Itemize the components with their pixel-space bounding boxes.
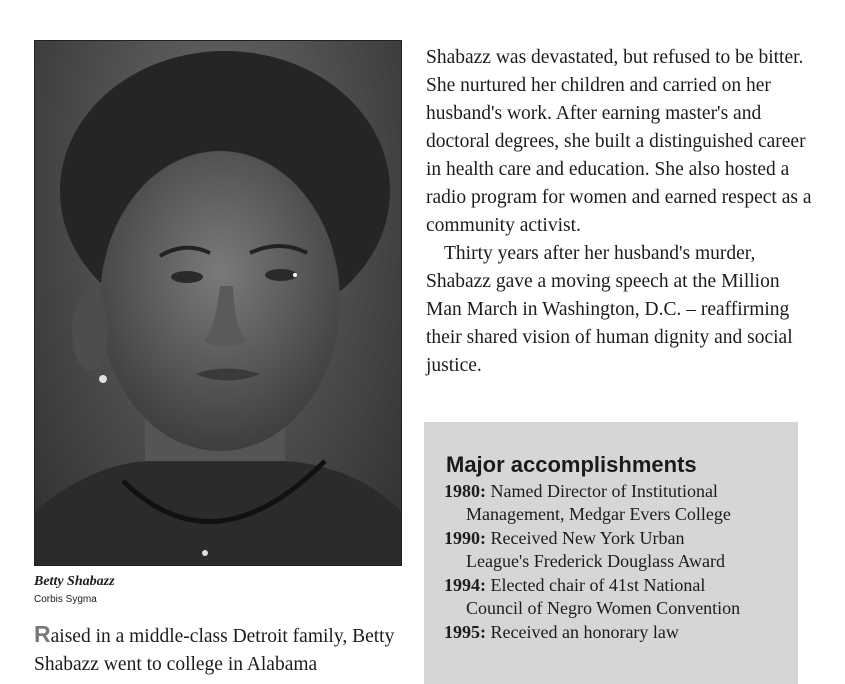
portrait-photo: [34, 40, 402, 566]
left-paragraph: aised in a middle-class Detroit family, Betty Shabazz went to college in Alabama: [34, 626, 395, 675]
photo-caption-name: Betty Shabazz: [34, 574, 115, 589]
accomplishment-text-continued: League's Frederick Douglass Award: [466, 551, 726, 571]
paragraph: Shabazz was devastated, but refused to be bitter. She nurtured her children and carried on her husband's work. After earning master's and doctoral degrees, she built a distinguished career in health care and education. She also hosted a radio program for women and earned respect as a community activist.: [426, 47, 812, 236]
drop-cap: R: [34, 621, 51, 647]
accomplishment-year: 1994:: [444, 575, 486, 595]
list-item: [444, 621, 794, 644]
accomplishment-year: 1990:: [444, 528, 486, 548]
accomplishments-list: [444, 480, 794, 645]
portrait-illustration: [35, 41, 401, 565]
accomplishment-text-continued: Council of Negro Women Convention: [466, 598, 741, 618]
photo-credit: Corbis Sygma: [34, 594, 97, 605]
accomplishment-text-continued: Management, Medgar Evers College: [466, 504, 731, 524]
paragraph: Thirty years after her husband's murder, Shabazz gave a moving speech at the Million Man March in Washington, D.C. – reaffirming their shared vision of human dignity and social justice.: [426, 243, 793, 376]
accomplishment-text: Received an honorary law: [490, 622, 679, 642]
sidebar-title: Major accomplishments: [446, 452, 697, 477]
body-text-left: [34, 620, 404, 679]
list-item: [444, 574, 794, 620]
accomplishment-year: 1980:: [444, 481, 486, 501]
list-item: [444, 480, 794, 526]
accomplishment-text: Elected chair of 41st National: [490, 575, 706, 595]
accomplishments-sidebar: [424, 422, 798, 684]
list-item: [444, 527, 794, 573]
accomplishment-text: Received New York Urban: [490, 528, 685, 548]
accomplishment-year: 1995:: [444, 622, 486, 642]
body-text-right: [426, 44, 816, 380]
accomplishment-text: Named Director of Institutional: [490, 481, 718, 501]
